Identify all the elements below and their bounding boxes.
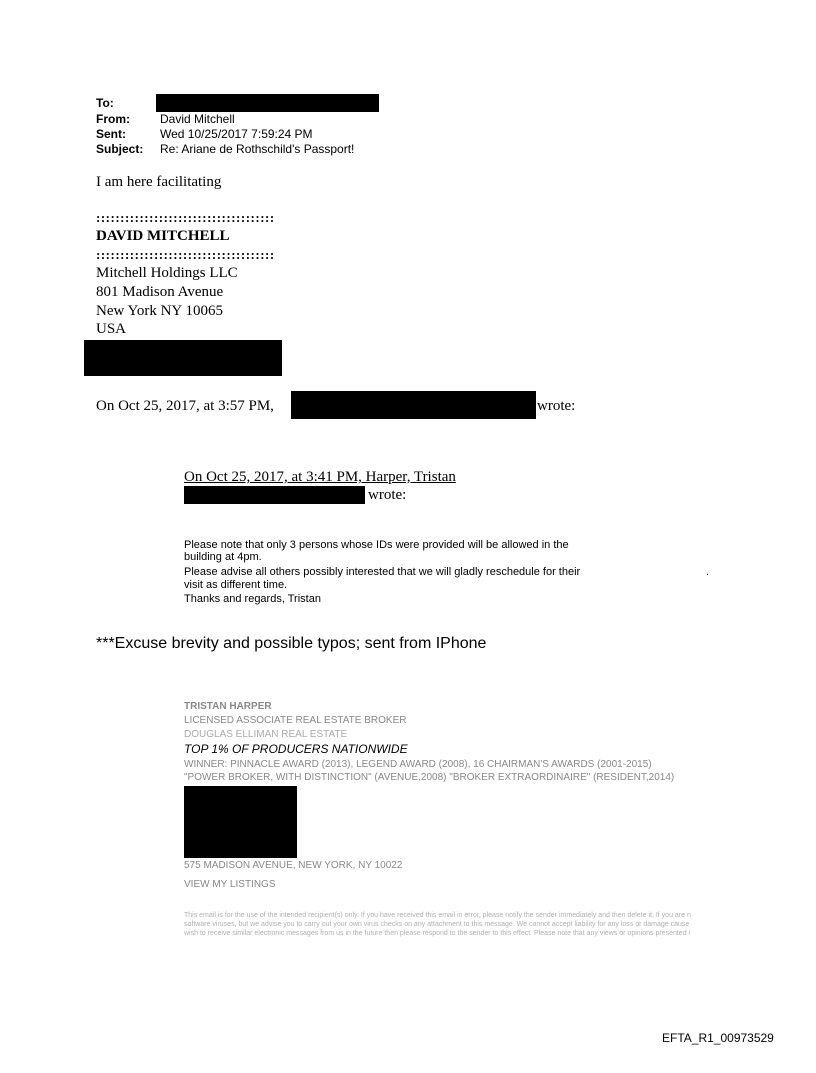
quote-intro: On Oct 25, 2017, at 3:57 PM, (96, 398, 274, 414)
redacted-contact (84, 340, 282, 376)
to-label: To: (96, 96, 114, 110)
broker-company: DOUGLAS ELLIMAN REAL ESTATE (184, 729, 348, 740)
redacted-sender (291, 391, 536, 419)
subject-value: Re: Ariane de Rothschild's Passport! (160, 142, 355, 156)
message-line: Please note that only 3 persons whose IDs were provided will be allowed in the (184, 539, 569, 551)
sent-value: Wed 10/25/2017 7:59:24 PM (160, 127, 313, 141)
redacted-to (156, 94, 379, 112)
disclaimer-line: software viruses, but we advise you to carry out your own virus checks on any attachment to this message. We cannot accept liability for any loss or damage cause (184, 921, 690, 928)
message-line: Please advise all others possibly interested that we will gladly reschedule for their (184, 566, 581, 578)
signature-divider-top: ::::::::::::::::::::::::::::::::::::: (96, 210, 275, 225)
document-id: EFTA_R1_00973529 (662, 1031, 774, 1045)
disclaimer-line: This email is for the use of the intended recipient(s) only. If you have received this email in error, please notify the sender immediately and then delete it. If you are n (184, 912, 691, 919)
subject-label: Subject: (96, 142, 144, 156)
view-listings-link[interactable]: VIEW MY LISTINGS (184, 879, 276, 890)
signature-name: DAVID MITCHELL (96, 228, 230, 244)
signature-company: Mitchell Holdings LLC (96, 265, 238, 281)
message-line: Thanks and regards, Tristan (184, 593, 321, 605)
broker-awards-2: "POWER BROKER, WITH DISTINCTION" (AVENUE,2008) "BROKER EXTRAORDINAIRE" (RESIDENT,2014) (184, 772, 675, 783)
signature-country: USA (96, 321, 127, 337)
from-label: From: (96, 112, 130, 126)
disclaimer-line: wish to receive similar electronic messages from us in the future then please respond to the sender to this effect. Please note that any views or opinions presented i (184, 930, 691, 937)
broker-awards-1: WINNER: PINNACLE AWARD (2013), LEGEND AWARD (2008), 16 CHAIRMAN'S AWARDS (2001-2015) (184, 759, 652, 770)
nested-quote-wrote: wrote: (368, 487, 407, 503)
message-line: visit as different time. (184, 579, 288, 591)
redacted-logo (184, 786, 297, 858)
signature-address-1: 801 Madison Avenue (96, 284, 224, 300)
quote-intro-wrote: wrote: (537, 398, 576, 414)
redacted-email (184, 486, 365, 504)
message-line: building at 4pm. (184, 551, 262, 563)
message-dot: . (706, 566, 710, 578)
broker-address: 575 MADISON AVENUE, NEW YORK, NY 10022 (184, 860, 403, 871)
broker-title: LICENSED ASSOCIATE REAL ESTATE BROKER (184, 715, 407, 726)
sent-label: Sent: (96, 127, 126, 141)
brevity-note: ***Excuse brevity and possible typos; sent from IPhone (96, 635, 487, 652)
from-value: David Mitchell (160, 112, 235, 126)
signature-address-2: New York NY 10065 (96, 303, 223, 319)
body-line: I am here facilitating (96, 174, 222, 190)
broker-name: TRISTAN HARPER (184, 701, 272, 712)
signature-divider-bottom: ::::::::::::::::::::::::::::::::::::: (96, 247, 275, 262)
nested-quote-intro: On Oct 25, 2017, at 3:41 PM, Harper, Tristan (184, 469, 456, 485)
broker-tagline: TOP 1% OF PRODUCERS NATIONWIDE (184, 742, 408, 756)
